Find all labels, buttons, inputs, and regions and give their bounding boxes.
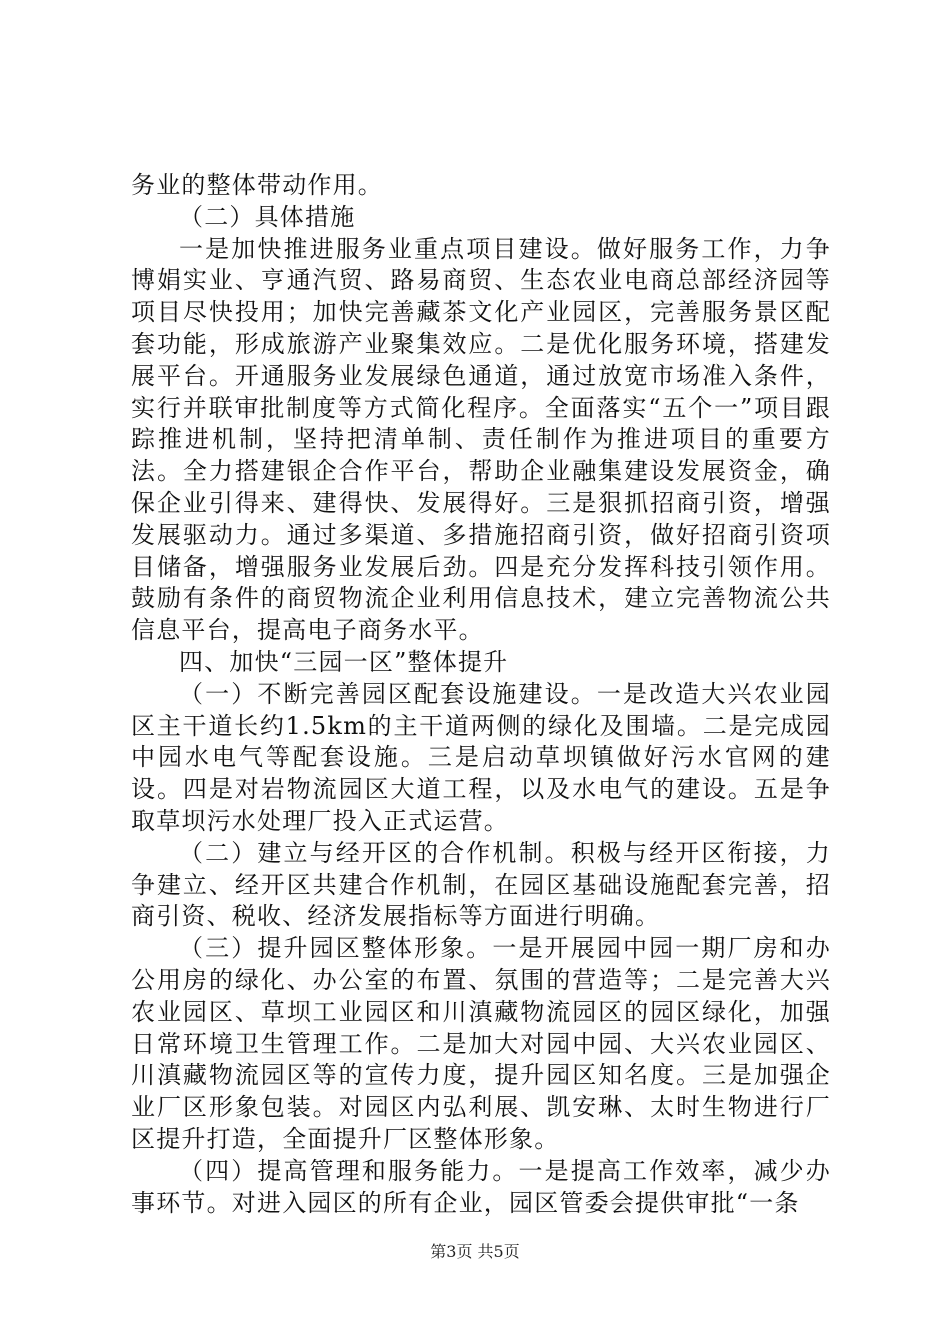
page-footer: 第3页 共5页 [430, 1242, 520, 1261]
paragraph-continuation: 务业的整体带动作用。 [131, 171, 383, 199]
paragraph-measures: 一是加快推进服务业重点项目建设。做好服务工作，力争博娟实业、亨通汽贸、路易商贸、生态农业电商总部经济园等项目尽快投用；加快完善藏茶文化产业园区，完善服务景区配套功能，形成旅游产业聚集效应。二是优化服务环境，搭建发展平台。开通服务业发展绿色通道，通过放宽市场准入条件，实行并联审批制度等方式简化程序。全面落实“五个一”项目跟踪推进机制，坚持把清单制、责任制作为推进项目的重要方法。全力搭建银企合作平台，帮助企业融集建设发展资金，确保企业引得来、建得快、发展得好。三是狠抓招商引资，增强发展驱动力。通过多渠道、多措施招商引资，做好招商引资项目储备，增强服务业发展后劲。四是充分发挥科技引领作用。鼓励有条件的商贸物流企业利用信息技术，建立完善物流公共信息平台，提高电子商务水平。 [131, 234, 831, 645]
paragraph-park-image: （三）提升园区整体形象。一是开展园中园一期厂房和办公用房的绿化、办公室的布置、氛围的营造等；二是完善大兴农业园区、草坝工业园区和川滇藏物流园区的园区绿化，加强日常环境卫生管理工作。二是加大对园中园、大兴农业园区、川滇藏物流园区等的宣传力度，提升园区知名度。三是加强企业厂区形象包装。对园区内弘利展、凯安琳、太时生物进行厂区提升打造，全面提升厂区整体形象。 [131, 934, 831, 1153]
paragraph-infrastructure: （一）不断完善园区配套设施建设。一是改造大兴农业园区主干道长约1.5km的主干道两侧的绿化及围墙。二是完成园中园水电气等配套设施。三是启动草坝镇做好污水官网的建设。四是对岩物流园区大道工程，以及水电气的建设。五是争取草坝污水处理厂投入正式运营。 [131, 679, 831, 835]
section-heading-specific-measures: （二）具体措施 [179, 202, 356, 231]
section-heading-three-parks: 四、加快“三园一区”整体提升 [179, 647, 509, 676]
paragraph-management: （四）提高管理和服务能力。一是提高工作效率，减少办事环节。对进入园区的所有企业，园区管委会提供审批“一条 [131, 1156, 831, 1217]
paragraph-cooperation: （二）建立与经开区的合作机制。积极与经开区衔接，力争建立、经开区共建合作机制，在园区基础设施配套完善，招商引资、税收、经济发展指标等方面进行明确。 [131, 838, 831, 931]
document-body [131, 170, 831, 1219]
